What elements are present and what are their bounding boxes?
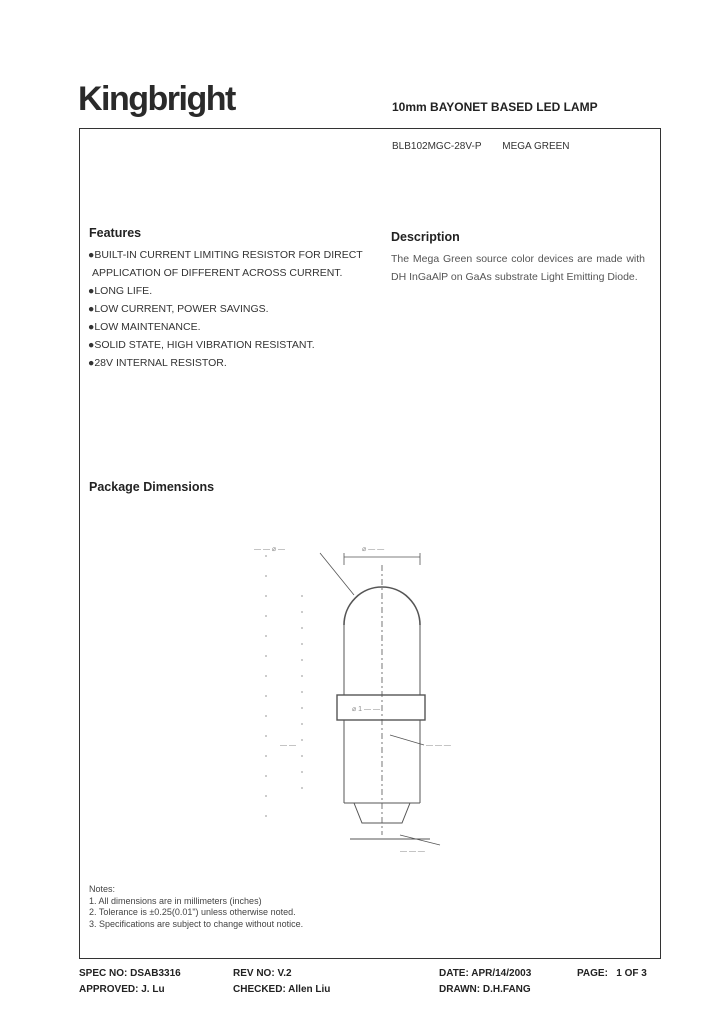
features-heading: Features [89,226,142,240]
document-title: 10mm BAYONET BASED LED LAMP [392,100,598,114]
features-list [88,246,388,372]
feature-item: ●28V INTERNAL RESISTOR. [88,357,227,369]
note-item: 3. Specifications are subject to change without notice. [89,918,304,929]
svg-text:— — —: — — — [400,848,425,855]
package-dimensions-heading: Package Dimensions [89,480,215,494]
page-number: PAGE: 1 OF 3 [577,968,647,979]
spec-date: DATE: APR/14/2003 [439,968,532,979]
part-number: BLB102MGC-28V-P [392,141,482,152]
package-drawing [240,535,480,865]
svg-text:— — ⌀ —: — — ⌀ — [254,546,286,553]
approved-by: APPROVED: J. Lu [79,984,165,995]
svg-text:⌀ 1 — —: ⌀ 1 — — [352,706,380,713]
spec-number: SPEC NO: DSAB3316 [79,968,181,979]
feature-item: ●LOW CURRENT, POWER SAVINGS. [88,303,269,315]
notes [89,884,303,930]
feature-item: ●LOW MAINTENANCE. [88,321,201,333]
note-item: 2. Tolerance is ±0.25(0.01") unless otherwise noted. [89,907,296,917]
drawn-by: DRAWN: D.H.FANG [439,984,531,995]
svg-text:— — —: — — — [426,742,451,749]
checked-by: CHECKED: Allen Liu [233,984,331,995]
feature-item: ●LONG LIFE. [88,285,153,297]
svg-text:⌀ — —: ⌀ — — [362,546,385,553]
feature-item: ●SOLID STATE, HIGH VIBRATION RESISTANT. [88,339,315,351]
revision-number: REV NO: V.2 [233,968,292,979]
note-item: 1. All dimensions are in millimeters (inches) [89,895,262,906]
feature-item: APPLICATION OF DIFFERENT ACROSS CURRENT. [92,267,343,279]
svg-text:— —: — — [280,742,296,749]
notes-title: Notes: [89,884,116,894]
part-color: MEGA GREEN [502,141,570,152]
description-text: The Mega Green source color devices are made with DH InGaAlP on GaAs substrate Light Emitting Diode. [391,253,645,283]
kingbright-logo: Kingbright [78,80,235,118]
feature-item: ●BUILT-IN CURRENT LIMITING RESISTOR FOR DIRECT [88,249,363,261]
description-heading: Description [391,230,460,244]
part-info [392,141,588,152]
